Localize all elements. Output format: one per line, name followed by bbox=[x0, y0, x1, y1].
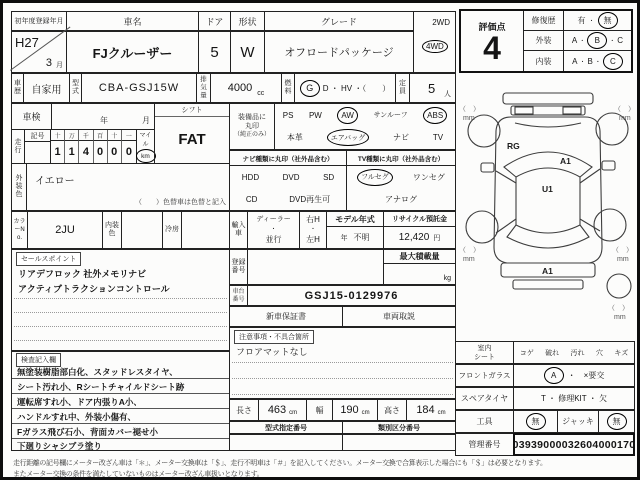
exterior-rating-value: A ・ B ・ C bbox=[564, 31, 631, 51]
length-label: 長さ bbox=[229, 399, 259, 421]
shape-value: W bbox=[230, 31, 265, 73]
notes-value: フロアマットなし bbox=[236, 347, 308, 357]
month-unit: 月 bbox=[56, 62, 63, 69]
capacity-value: 5 bbox=[428, 81, 436, 96]
equipment-row1 bbox=[275, 104, 455, 127]
rule bbox=[14, 340, 227, 341]
nav-dvd-play: DVD再生可 bbox=[289, 194, 331, 204]
import-type-cell bbox=[247, 211, 300, 249]
km-circled: km bbox=[136, 149, 156, 163]
mark-windshield: RG bbox=[507, 141, 520, 151]
fuel-gasoline-circled: G bbox=[300, 80, 320, 97]
digit-header: 百 bbox=[94, 130, 108, 141]
equip-sunroof: サンルーフ bbox=[373, 112, 408, 120]
equipment-grid bbox=[274, 103, 456, 150]
type-number-header: 型式指定番号 bbox=[229, 421, 343, 434]
digit-value: 4 bbox=[79, 141, 93, 163]
handle-left: 左H bbox=[306, 235, 320, 244]
fuel-label: 燃料 bbox=[281, 73, 295, 103]
footer-line2: またメーター交換の条件を満たしていないものはメーター改ざん車扱いとなります。 bbox=[13, 471, 264, 478]
gap-bracket: （ ） bbox=[614, 106, 635, 113]
nav-sd: SD bbox=[323, 172, 335, 182]
inspection-line: ハンドルすれ中、外装小傷有、 bbox=[17, 412, 137, 422]
rule bbox=[14, 326, 227, 327]
rating-block bbox=[459, 9, 633, 73]
car-name: FJクルーザー bbox=[66, 31, 199, 73]
width-label: 幅 bbox=[306, 399, 333, 421]
headlight-right bbox=[563, 107, 581, 114]
import-label: 輸入車 bbox=[229, 211, 248, 249]
model-code: CBA-GSJ15W bbox=[81, 73, 197, 103]
equip-aw-circled: AW bbox=[337, 107, 358, 124]
control-no-value: 03939000032604000170 bbox=[513, 433, 635, 456]
shift-cell bbox=[154, 103, 230, 164]
digit-value: 1 bbox=[65, 141, 79, 163]
rule bbox=[14, 298, 227, 299]
digit-header: 一 bbox=[122, 130, 136, 141]
nav-hdd: HDD bbox=[241, 172, 260, 182]
import-dealer: ディーラー bbox=[256, 216, 291, 223]
first-reg-cell bbox=[11, 31, 67, 73]
first-reg-month: 3 bbox=[45, 57, 52, 69]
rule bbox=[14, 312, 227, 313]
rule bbox=[12, 393, 229, 394]
model-label: 型式 bbox=[69, 73, 82, 103]
tv-row1 bbox=[347, 166, 455, 188]
import-parallel: 並行 bbox=[265, 235, 282, 244]
fuel-cell bbox=[294, 73, 396, 103]
drive-cell bbox=[413, 11, 456, 73]
inspection-notes-block bbox=[11, 351, 230, 451]
max-load-value bbox=[384, 264, 455, 284]
equip-navi: ナビ bbox=[393, 133, 410, 143]
tv-block bbox=[346, 150, 456, 211]
tv-fullseg-circled: フルセグ bbox=[357, 169, 393, 186]
mile-label: マイル bbox=[139, 133, 152, 148]
gap-mm: mm bbox=[614, 314, 626, 321]
recycle-value: 12,420 bbox=[398, 232, 430, 243]
tools-value bbox=[513, 410, 558, 433]
nav-header: ナビ種類に丸印（社外品含む） bbox=[230, 151, 346, 166]
front-glass-label: フロントガラス bbox=[455, 364, 514, 387]
seat-items: コゲ 破れ 汚れ 穴 キズ bbox=[513, 341, 635, 364]
capacity-unit: 人 bbox=[444, 91, 451, 98]
repair-no-circled: 無 bbox=[598, 12, 618, 29]
mark-roof: U1 bbox=[542, 184, 553, 194]
pillar-lines bbox=[496, 169, 600, 233]
nav-block bbox=[229, 150, 347, 211]
tools-none-circled: 無 bbox=[526, 413, 546, 430]
score-label: 評価点 bbox=[478, 21, 506, 32]
inspection-line: シート汚れ小、Rシートチャイルドシート跡 bbox=[17, 382, 185, 392]
sales-point-label: セールスポイント bbox=[16, 252, 81, 266]
tools-label: 工具 bbox=[455, 410, 514, 433]
digit-header: 万 bbox=[65, 130, 79, 141]
digit-header: 十 bbox=[108, 130, 122, 141]
mileage-sign-label: 記号 bbox=[25, 130, 50, 142]
rule bbox=[12, 438, 229, 439]
jack-none-circled: 無 bbox=[607, 413, 627, 430]
equip-abs-circled: ABS bbox=[423, 107, 447, 124]
model-year-header: モデル年式 bbox=[327, 212, 383, 227]
equip-ps: PS bbox=[282, 110, 294, 120]
shaken-month-unit: 月 bbox=[142, 116, 150, 125]
recycle-value-row bbox=[384, 227, 455, 248]
spare-tire-mark bbox=[607, 274, 631, 298]
nav-row2 bbox=[230, 188, 346, 210]
gap-mm: mm bbox=[463, 256, 475, 263]
equip-airbag-circled: エアバッグ bbox=[327, 129, 369, 146]
spare-tire-label: スペアタイヤ bbox=[455, 387, 514, 410]
digit-header: 十 bbox=[51, 130, 65, 141]
height-value: 184 bbox=[416, 404, 435, 416]
capacity-label: 定員 bbox=[395, 73, 410, 103]
equipment-label: 装備品に 丸印 （純正のみ） bbox=[229, 103, 275, 150]
score-value: 4 bbox=[483, 29, 501, 66]
interior-c-circled: C bbox=[603, 53, 623, 70]
shape-header: 形状 bbox=[230, 11, 265, 31]
length-cell: 463 cm bbox=[258, 399, 307, 421]
model-year-cell bbox=[326, 211, 384, 249]
handle-dot: ・ bbox=[309, 227, 316, 233]
manual-cell: 車両取説 bbox=[342, 306, 456, 327]
car-name-header: 車名 bbox=[66, 11, 199, 31]
recycle-header: リサイクル預託金 bbox=[384, 212, 455, 227]
class-number-value bbox=[342, 434, 456, 451]
mirror-right bbox=[602, 161, 615, 170]
sales-point-line1: リアデフロック 社外メモリナビ bbox=[18, 269, 147, 279]
chassis-value: GSJ15-0129976 bbox=[247, 285, 456, 306]
exterior-color-note: （ ）色替車は色替と記入 bbox=[135, 199, 226, 206]
repair-value: 有 ・ 無 bbox=[564, 11, 631, 31]
wheel-rear-right bbox=[594, 209, 626, 241]
max-load-cell bbox=[383, 249, 456, 285]
mark-windshield-right: A1 bbox=[560, 156, 571, 166]
capacity-cell bbox=[409, 73, 456, 103]
exterior-color-value: イエロー bbox=[35, 176, 75, 187]
gap-mm: mm bbox=[617, 256, 629, 263]
height-label: 高さ bbox=[377, 399, 407, 421]
registration-label: 登録番号 bbox=[229, 249, 248, 285]
tv-oneseg: ワンセグ bbox=[412, 172, 445, 182]
height-cell: 184 cm bbox=[406, 399, 456, 421]
chassis-label: 車台番号 bbox=[229, 285, 248, 306]
exterior-color-cell bbox=[26, 163, 230, 211]
front-bumper bbox=[503, 93, 593, 104]
rear-strip bbox=[513, 280, 583, 289]
rule bbox=[232, 362, 453, 363]
ac-value bbox=[181, 211, 230, 249]
tv-header: TV種類に丸印（社外品含む） bbox=[347, 151, 455, 166]
exterior-rating-label: 外装 bbox=[524, 31, 564, 51]
gap-mm: mm bbox=[619, 115, 631, 122]
interior-rating-value: A ・ B ・ C bbox=[564, 51, 631, 71]
shaken-label: 車検 bbox=[11, 103, 52, 130]
rule bbox=[12, 408, 229, 409]
max-load-header: 最大積載量 bbox=[384, 250, 455, 264]
mileage-unit-cell bbox=[136, 129, 155, 164]
warranty-cell: 新車保証書 bbox=[229, 306, 343, 327]
first-reg-header: 初年度登録年月 bbox=[11, 11, 67, 31]
door-header: ドア bbox=[198, 11, 231, 31]
rule bbox=[232, 394, 453, 395]
tv-row2 bbox=[347, 188, 455, 210]
grade-value: オフロードパッケージ bbox=[264, 31, 414, 73]
digit-header: 千 bbox=[79, 130, 93, 141]
mileage-label: 走行 bbox=[11, 129, 25, 164]
usage-label: 車歴 bbox=[11, 73, 24, 103]
shift-label: シフト bbox=[155, 104, 229, 117]
rule bbox=[232, 378, 453, 379]
mileage-sign-cell bbox=[24, 129, 51, 164]
handle-right: 右H bbox=[306, 215, 320, 224]
equip-tv: TV bbox=[432, 133, 444, 143]
shift-value: FAT bbox=[178, 130, 206, 148]
front-glass-value: A ・ ×要交 bbox=[513, 364, 635, 387]
equip-leather: 本革 bbox=[286, 133, 303, 143]
recycle-cell bbox=[383, 211, 456, 249]
interior-color-value bbox=[121, 211, 163, 249]
wheel-rear-left bbox=[466, 211, 498, 243]
digit-value: 0 bbox=[108, 141, 122, 163]
mark-rear: A1 bbox=[542, 266, 553, 276]
width-value: 190 bbox=[340, 404, 359, 416]
spare-tire-value: T ・ 修理KIT ・ 欠 bbox=[513, 387, 635, 410]
color-no-value: 2JU bbox=[27, 211, 103, 249]
grade-header: グレード bbox=[264, 11, 414, 31]
footer-line1: 走行距離の記号欄にメーター改ざん車は「＊」、メーター交換車は「＄」、走行不明車は「＃」を記入してください。メーター交換で合算表示した場合にも「＄」は必要となります。 bbox=[13, 460, 547, 467]
gap-mm: mm bbox=[463, 115, 475, 122]
inspection-line: 運転席すれ小、ドア内張りA小、 bbox=[17, 397, 142, 407]
jack-label: ジャッキ bbox=[557, 410, 599, 433]
notes-block bbox=[229, 327, 456, 399]
usage-value: 自家用 bbox=[23, 73, 70, 103]
repair-yes: 有 bbox=[577, 16, 586, 25]
nav-row1 bbox=[230, 166, 346, 188]
exterior-color-label: 外装色 bbox=[11, 163, 27, 211]
nav-dvd: DVD bbox=[282, 172, 300, 182]
max-load-unit: kg bbox=[443, 275, 451, 282]
sales-point-block bbox=[11, 249, 230, 351]
displacement-unit: cc bbox=[257, 89, 265, 97]
inspection-line: Fガラス飛び石小、背面カバー褪せ小 bbox=[17, 427, 158, 437]
gap-bracket: （ ） bbox=[459, 247, 480, 254]
sales-point-line2: アクティブトラクションコントロール bbox=[18, 284, 170, 294]
inspection-line: 無塗装樹脂部白化、スタッドレスタイヤ、 bbox=[17, 367, 178, 377]
tv-analog: アナログ bbox=[385, 194, 417, 204]
model-year-value: 年 不明 bbox=[340, 233, 370, 242]
width-cell: 190 cm bbox=[332, 399, 378, 421]
fuel-others: D ・ HV ・（ ） bbox=[322, 83, 391, 93]
drive-4wd-circled: 4WD bbox=[422, 40, 448, 53]
front-glass-a-circled: A bbox=[544, 367, 564, 384]
recycle-yen: 円 bbox=[433, 234, 441, 242]
gap-bracket: （ ） bbox=[612, 247, 633, 254]
score-cell bbox=[461, 11, 524, 71]
mileage-digits bbox=[50, 129, 137, 164]
nav-cd: CD bbox=[245, 194, 258, 204]
shaken-year-unit: 年 bbox=[100, 116, 108, 125]
import-dot: ・ bbox=[270, 227, 277, 233]
jack-value bbox=[598, 410, 635, 433]
headlight-left bbox=[515, 107, 533, 114]
gap-bracket: （ ） bbox=[459, 106, 480, 113]
displacement-value: 4000 bbox=[227, 82, 253, 94]
seat-label: 室内 シート bbox=[455, 341, 514, 364]
repair-label: 修復歴 bbox=[524, 11, 564, 31]
drive-2wd: 2WD bbox=[432, 18, 450, 27]
digit-value: 0 bbox=[94, 141, 108, 163]
hood-line bbox=[515, 123, 581, 127]
gap-bracket: （ ） bbox=[608, 305, 629, 312]
notes-label: 注意事項・不具合箇所 bbox=[234, 330, 314, 344]
control-no-label: 管理番号 bbox=[455, 433, 514, 456]
mileage-sign-value bbox=[25, 142, 50, 163]
displacement-cell bbox=[210, 73, 282, 103]
equip-pw: PW bbox=[308, 110, 322, 120]
interior-rating-label: 内装 bbox=[524, 51, 564, 71]
inspection-line: 下廻りシャシブラ塗り bbox=[17, 441, 102, 451]
exterior-b-circled: B bbox=[587, 32, 607, 49]
registration-value bbox=[247, 249, 384, 285]
rule bbox=[12, 378, 229, 379]
inspection-notes-label: 検査記入欄 bbox=[16, 353, 61, 367]
car-damage-diagram bbox=[459, 79, 637, 339]
handle-cell bbox=[299, 211, 327, 249]
color-no-label: カラーNo. bbox=[11, 211, 28, 249]
length-value: 463 bbox=[267, 404, 287, 416]
shaken-value-cell bbox=[51, 103, 155, 130]
first-reg-year: H27 bbox=[15, 35, 39, 50]
mirror-left bbox=[481, 163, 494, 172]
digit-value: 1 bbox=[51, 141, 65, 163]
equipment-row2 bbox=[275, 127, 455, 150]
digit-value: 0 bbox=[125, 146, 132, 158]
rear-window bbox=[507, 225, 589, 248]
door-count: 5 bbox=[198, 31, 231, 73]
windshield bbox=[504, 152, 592, 177]
rule bbox=[12, 423, 229, 424]
type-number-value bbox=[229, 434, 343, 451]
interior-color-label: 内装色 bbox=[102, 211, 122, 249]
class-number-header: 類別区分番号 bbox=[342, 421, 456, 434]
displacement-label: 排気量 bbox=[196, 73, 211, 103]
ac-label: 冷房 bbox=[162, 211, 182, 249]
